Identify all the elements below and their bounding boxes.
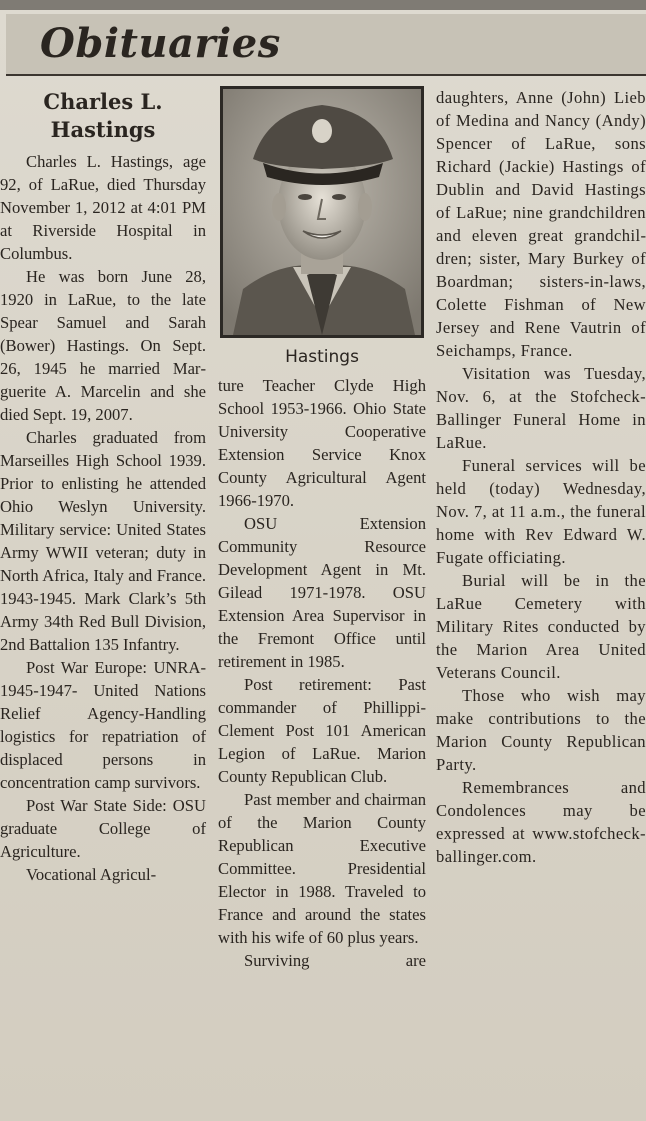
paragraph: ture Teacher Clyde High School 1953-1966. Ohio State University Cooperative Extension Service Knox County Agricultural Agent 1966-1970.	[218, 376, 426, 510]
paragraph: Post retirement: Past commander of Phillippi-Clement Post 101 American Legion of LaRue. Marion County Republican Club.	[218, 675, 426, 786]
soldier-portrait-image	[223, 89, 421, 335]
paragraph: Surviving are	[244, 951, 426, 970]
obituary-headline	[0, 88, 206, 144]
paragraph: Vocational Agricul-	[26, 865, 157, 884]
paragraph: Those who wish may make contributions to the Marion County Republican Party.	[436, 686, 646, 774]
paragraph: Post War State Side: OSU graduate College of Agriculture.	[0, 796, 206, 861]
headline-line-2: Hastings	[50, 117, 156, 142]
column-2	[218, 86, 426, 972]
paragraph: OSU Extension Community Resource Development Agent in Mt. Gilead 1971-1978. OSU Extension Area Supervisor in the Fremont Office until retirement in 1985.	[218, 514, 426, 671]
paragraph: Visitation was Tuesday, Nov. 6, at the Stofcheck-Ballinger Funeral Home in LaRue.	[436, 364, 646, 452]
top-rule	[0, 0, 646, 10]
column-3	[436, 86, 646, 868]
paragraph: Remembrances and Condolences may be expressed at www.stofcheck-ballinger.com.	[436, 778, 646, 866]
portrait-photo	[220, 86, 424, 338]
paragraph: Burial will be in the LaRue Cemetery with Military Rites conducted by the Marion Area United Veterans Council.	[436, 571, 646, 682]
paragraph: daughters, Anne (John) Lieb of Medina and Nancy (Andy) Spencer of LaRue, sons Richard (Jackie) Hastings of Dublin and David Hastings of LaRue; nine grandchildren and eleven great grandchildren; sister, Mary Burkey of Boardman; sisters-in-laws, Colette Fishman of New Jersey and Rene Vautrin of Seichamps, France.	[436, 88, 646, 360]
section-title: Obituaries	[40, 20, 281, 67]
paragraph: Post War Europe: UNRA-1945-1947- United Nations Relief Agency-Handling logistics for repatriation of displaced persons in concentration camp survivors.	[0, 658, 206, 792]
paragraph: Funeral services will be held (today) Wednesday, Nov. 7, at 11 a.m., the funeral home with Rev Edward W. Fugate officiating.	[436, 456, 646, 567]
paragraph: He was born June 28, 1920 in LaRue, to the late Spear Samuel and Sarah (Bower) Hastings. On Sept. 26, 1945 he married Marguerite A. Marcelin and she died Sept. 19, 2007.	[0, 267, 206, 424]
photo-caption: Hastings	[285, 347, 359, 367]
paragraph: Charles L. Hastings, age 92, of LaRue, died Thursday November 1, 2012 at 4:01 PM at Riverside Hospital in Columbus.	[0, 152, 206, 263]
headline-line-1: Charles L.	[43, 89, 163, 114]
paragraph: Past member and chairman of the Marion County Republican Executive Committee. Presidential Elector in 1988. Traveled to France and around the states with his wife of 60 plus years.	[218, 790, 426, 947]
paragraph: Charles graduated from Marseilles High School 1939. Prior to enlisting he attended Ohio Weslyn University. Military service: United States Army WWII veteran; duty in North Africa, Italy and France. 1943-1945. Mark Clark’s 5th Army 34th Red Bull Division, 2nd Battalion 135 Infantry.	[0, 428, 206, 654]
column-1	[0, 86, 206, 886]
